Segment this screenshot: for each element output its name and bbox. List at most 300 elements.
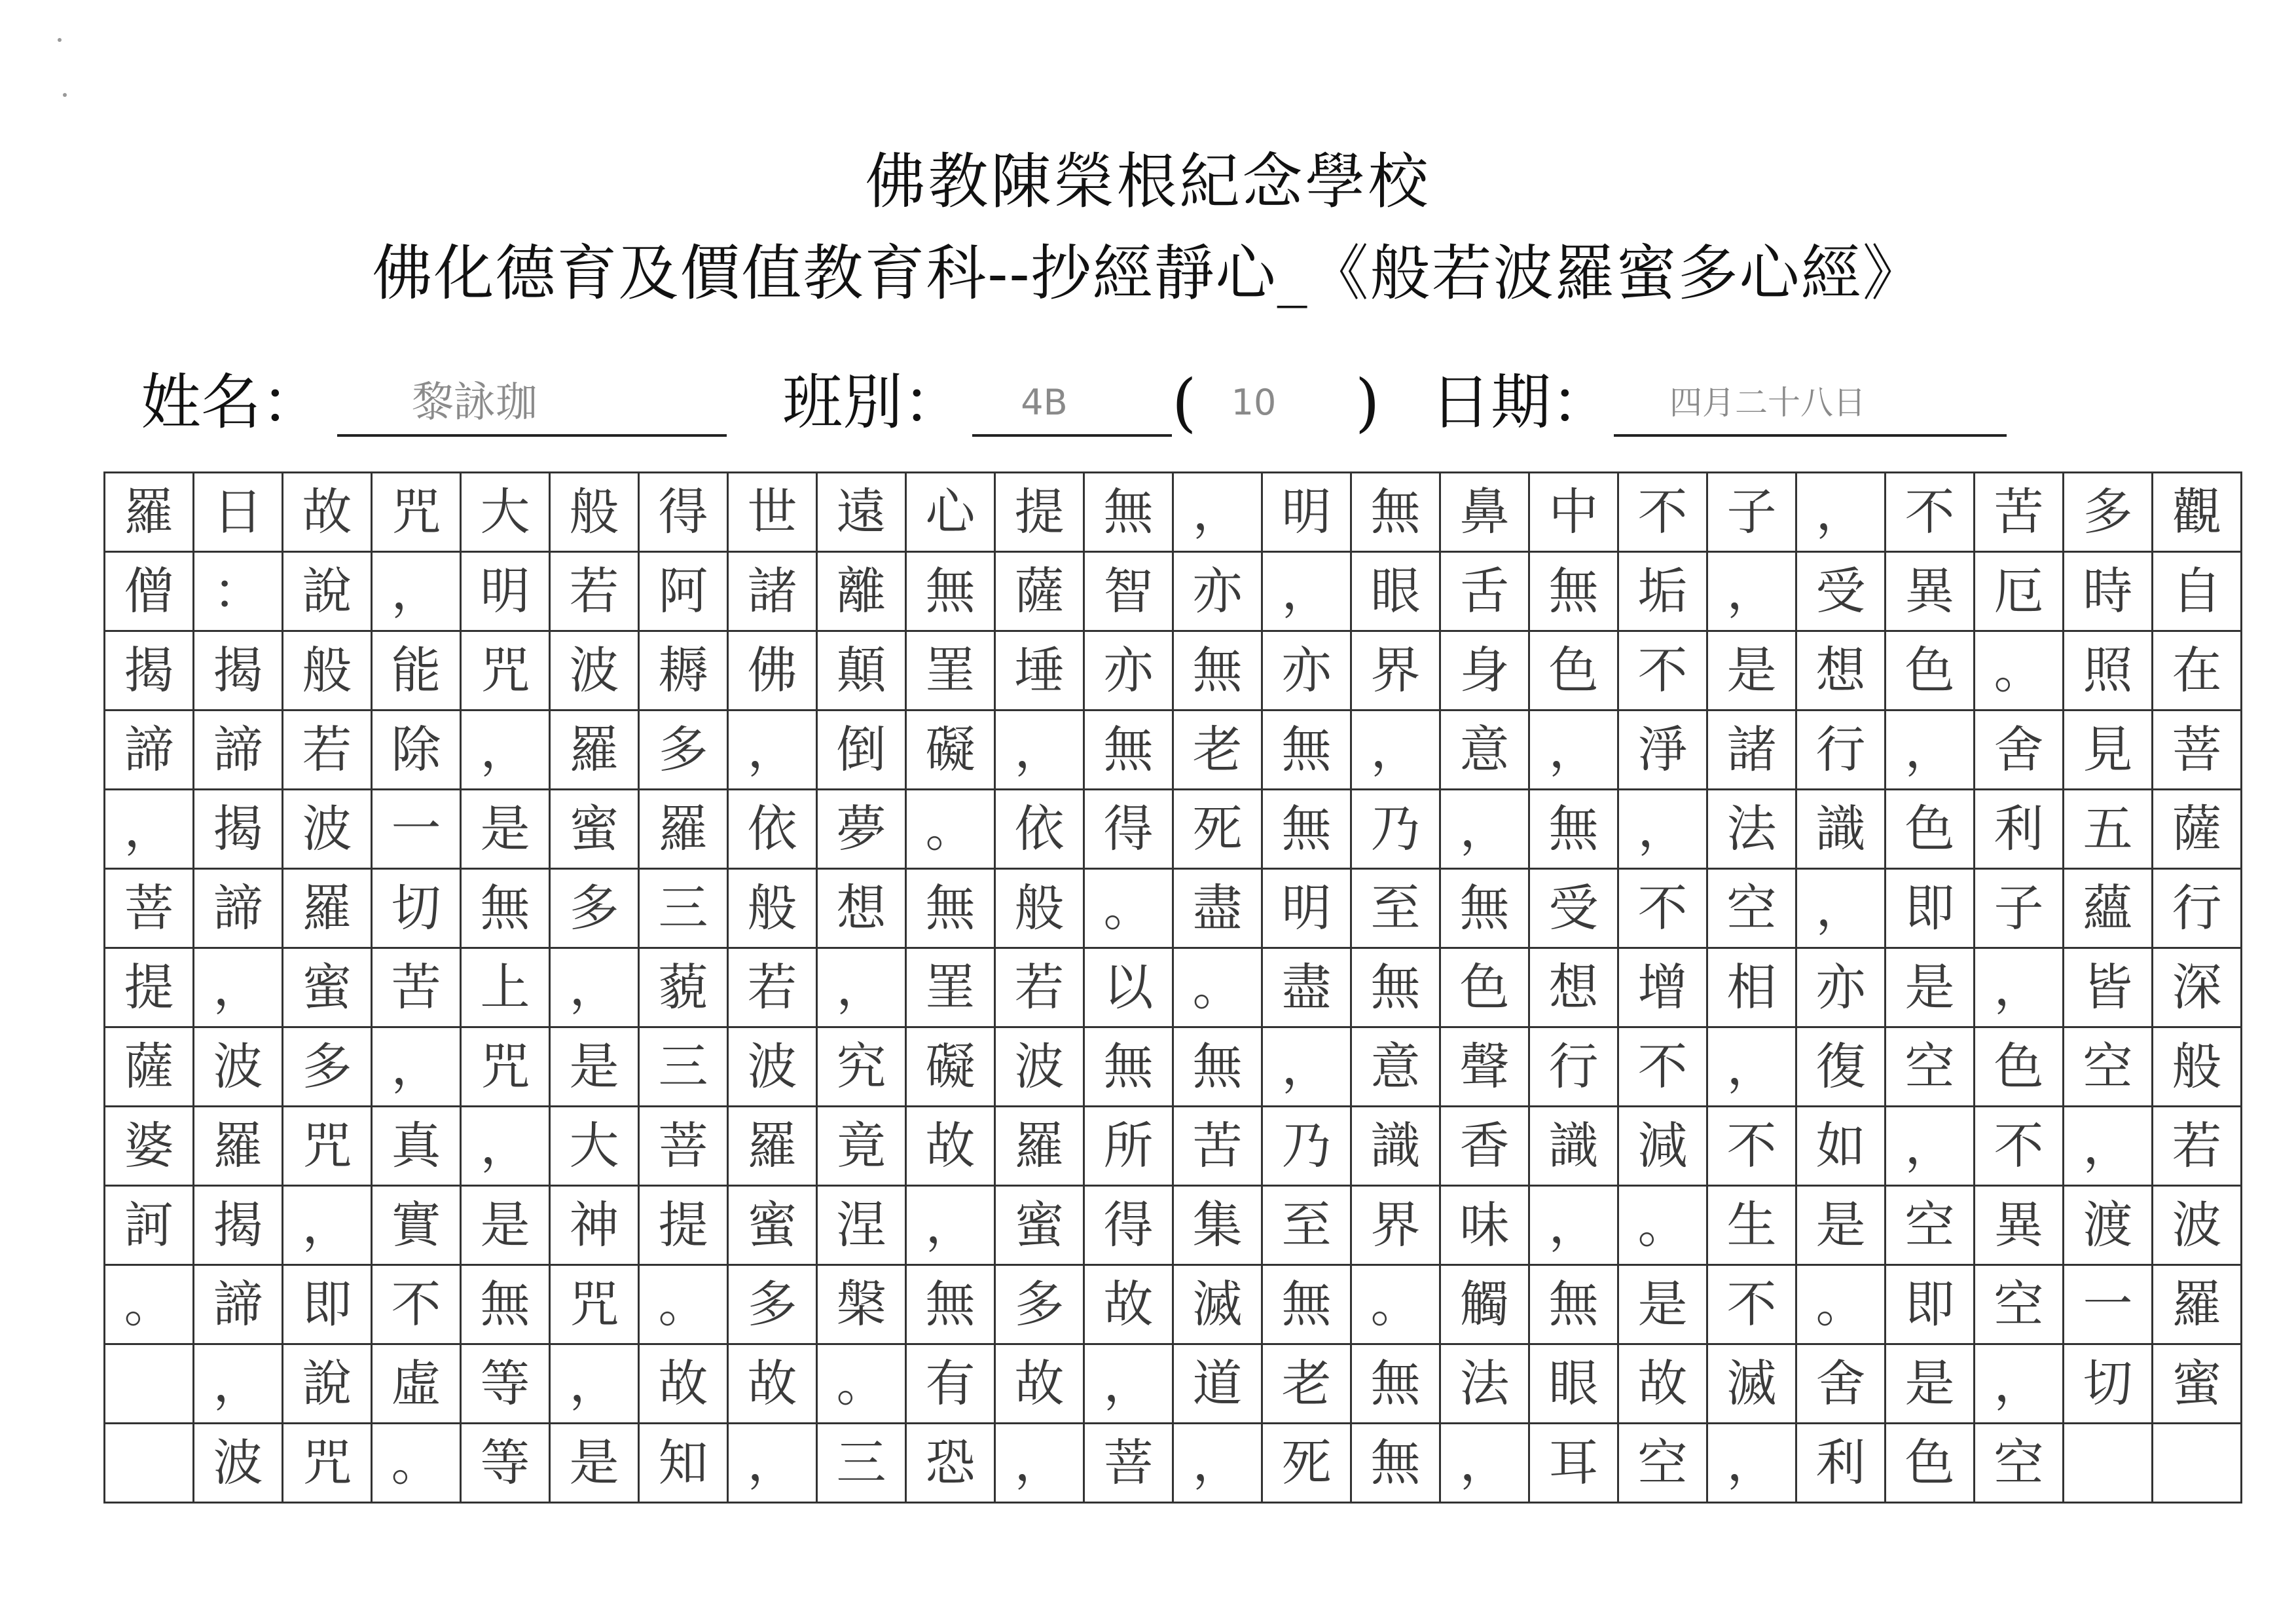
grid-cell[interactable]: ， xyxy=(906,1186,995,1265)
grid-cell[interactable]: 行 xyxy=(2153,869,2242,948)
grid-cell[interactable]: ， xyxy=(372,1027,461,1107)
grid-cell[interactable]: 蘊 xyxy=(2064,869,2153,948)
grid-cell[interactable]: 異 xyxy=(1975,1186,2064,1265)
grid-cell[interactable]: 遠 xyxy=(817,473,906,552)
date-field[interactable]: 四月二十八日 xyxy=(1669,384,1866,422)
grid-cell[interactable]: 夢 xyxy=(817,790,906,869)
grid-cell[interactable]: 是 xyxy=(550,1027,639,1107)
grid-cell[interactable]: 三 xyxy=(639,869,728,948)
grid-cell[interactable]: 咒 xyxy=(550,1265,639,1344)
grid-cell[interactable]: 識 xyxy=(1796,790,1886,869)
grid-cell[interactable]: 不 xyxy=(1707,1107,1796,1186)
grid-cell[interactable]: 罣 xyxy=(906,631,995,710)
grid-cell[interactable]: 無 xyxy=(461,869,550,948)
grid-cell[interactable]: 訶 xyxy=(105,1186,194,1265)
grid-cell[interactable]: 是 xyxy=(461,790,550,869)
grid-cell[interactable]: 得 xyxy=(639,473,728,552)
grid-cell[interactable]: 虛 xyxy=(372,1344,461,1424)
grid-cell[interactable]: 藐 xyxy=(639,948,728,1027)
grid-cell[interactable]: 菩 xyxy=(2153,710,2242,790)
grid-cell[interactable]: 無 xyxy=(1529,1265,1618,1344)
grid-cell[interactable]: 一 xyxy=(2064,1265,2153,1344)
grid-cell[interactable]: 有 xyxy=(906,1344,995,1424)
grid-cell[interactable]: ， xyxy=(995,1424,1084,1503)
grid-cell[interactable]: 依 xyxy=(728,790,817,869)
grid-cell[interactable]: 行 xyxy=(1796,710,1886,790)
grid-cell[interactable]: 所 xyxy=(1084,1107,1173,1186)
grid-cell[interactable]: 羅 xyxy=(639,790,728,869)
grid-cell[interactable]: 不 xyxy=(1618,473,1707,552)
grid-cell[interactable]: 無 xyxy=(906,552,995,631)
grid-cell[interactable]: 除 xyxy=(372,710,461,790)
grid-cell[interactable]: 觀 xyxy=(2153,473,2242,552)
grid-cell[interactable]: 無 xyxy=(1084,473,1173,552)
grid-cell[interactable]: 亦 xyxy=(1796,948,1886,1027)
grid-cell[interactable]: 蜜 xyxy=(728,1186,817,1265)
grid-cell[interactable]: ， xyxy=(1173,473,1262,552)
grid-cell[interactable]: 切 xyxy=(2064,1344,2153,1424)
grid-cell[interactable]: 受 xyxy=(1796,552,1886,631)
grid-cell[interactable]: 智 xyxy=(1084,552,1173,631)
grid-cell[interactable]: ， xyxy=(194,1344,283,1424)
grid-cell[interactable]: 身 xyxy=(1440,631,1529,710)
grid-cell[interactable]: ， xyxy=(1707,552,1796,631)
grid-cell[interactable]: 涅 xyxy=(817,1186,906,1265)
grid-cell[interactable]: 不 xyxy=(1618,1027,1707,1107)
grid-cell[interactable]: ， xyxy=(1262,552,1351,631)
grid-cell[interactable]: 想 xyxy=(1796,631,1886,710)
grid-cell[interactable]: 是 xyxy=(1618,1265,1707,1344)
grid-cell[interactable]: 滅 xyxy=(1173,1265,1262,1344)
grid-cell[interactable]: 佛 xyxy=(728,631,817,710)
grid-cell[interactable]: 無 xyxy=(1173,631,1262,710)
grid-cell[interactable]: 切 xyxy=(372,869,461,948)
grid-cell[interactable]: 空 xyxy=(1975,1265,2064,1344)
grid-cell[interactable]: 不 xyxy=(1975,1107,2064,1186)
grid-cell[interactable]: 法 xyxy=(1707,790,1796,869)
grid-cell[interactable]: 諸 xyxy=(1707,710,1796,790)
class-field[interactable]: 4B xyxy=(1021,382,1068,423)
grid-cell[interactable]: 老 xyxy=(1173,710,1262,790)
grid-cell[interactable]: 羅 xyxy=(283,869,372,948)
grid-cell[interactable]: 。 xyxy=(906,790,995,869)
grid-cell[interactable]: 菩 xyxy=(105,869,194,948)
grid-cell[interactable]: 婆 xyxy=(105,1107,194,1186)
grid-cell[interactable]: ， xyxy=(105,790,194,869)
grid-cell[interactable]: 。 xyxy=(817,1344,906,1424)
grid-cell[interactable]: 舍 xyxy=(1796,1344,1886,1424)
grid-cell[interactable]: 若 xyxy=(550,552,639,631)
grid-cell[interactable]: 。 xyxy=(1173,948,1262,1027)
grid-cell[interactable]: ， xyxy=(728,710,817,790)
grid-cell[interactable]: 故 xyxy=(995,1344,1084,1424)
grid-cell[interactable]: 阿 xyxy=(639,552,728,631)
grid-cell[interactable]: 般 xyxy=(995,869,1084,948)
grid-cell[interactable]: 苦 xyxy=(1173,1107,1262,1186)
grid-cell[interactable]: ， xyxy=(2064,1107,2153,1186)
grid-cell[interactable]: 照 xyxy=(2064,631,2153,710)
grid-cell[interactable]: 增 xyxy=(1618,948,1707,1027)
grid-cell[interactable]: 行 xyxy=(1529,1027,1618,1107)
grid-cell[interactable]: 即 xyxy=(283,1265,372,1344)
grid-cell[interactable]: 若 xyxy=(995,948,1084,1027)
grid-cell[interactable]: 故 xyxy=(283,473,372,552)
grid-cell[interactable]: 死 xyxy=(1173,790,1262,869)
grid-cell[interactable]: 盡 xyxy=(1262,948,1351,1027)
grid-cell[interactable]: 波 xyxy=(194,1027,283,1107)
grid-cell[interactable]: 意 xyxy=(1440,710,1529,790)
grid-cell[interactable]: 相 xyxy=(1707,948,1796,1027)
grid-cell[interactable]: 若 xyxy=(283,710,372,790)
grid-cell[interactable]: 無 xyxy=(1262,790,1351,869)
grid-cell[interactable]: 故 xyxy=(639,1344,728,1424)
grid-cell[interactable]: 子 xyxy=(1707,473,1796,552)
grid-cell[interactable]: 提 xyxy=(105,948,194,1027)
grid-cell[interactable]: 三 xyxy=(817,1424,906,1503)
grid-cell[interactable]: 倒 xyxy=(817,710,906,790)
grid-cell[interactable]: 多 xyxy=(283,1027,372,1107)
grid-cell[interactable]: ， xyxy=(1796,473,1886,552)
grid-cell[interactable]: 揭 xyxy=(194,631,283,710)
grid-cell[interactable]: 般 xyxy=(728,869,817,948)
grid-cell[interactable]: ， xyxy=(283,1186,372,1265)
grid-cell[interactable]: 色 xyxy=(1886,631,1975,710)
grid-cell[interactable]: 般 xyxy=(2153,1027,2242,1107)
grid-cell[interactable]: 般 xyxy=(283,631,372,710)
grid-cell[interactable]: 故 xyxy=(1084,1265,1173,1344)
grid-cell[interactable]: ， xyxy=(1707,1424,1796,1503)
grid-cell[interactable]: 以 xyxy=(1084,948,1173,1027)
grid-cell[interactable]: 大 xyxy=(550,1107,639,1186)
grid-cell[interactable]: 乃 xyxy=(1351,790,1440,869)
grid-cell[interactable]: 羅 xyxy=(550,710,639,790)
grid-cell[interactable]: 薩 xyxy=(995,552,1084,631)
grid-cell[interactable]: 道 xyxy=(1173,1344,1262,1424)
grid-cell[interactable]: ， xyxy=(1796,869,1886,948)
grid-cell[interactable]: 若 xyxy=(2153,1107,2242,1186)
grid-cell[interactable]: 僧 xyxy=(105,552,194,631)
grid-cell[interactable]: 波 xyxy=(550,631,639,710)
grid-cell[interactable]: ， xyxy=(461,710,550,790)
grid-cell[interactable]: 厄 xyxy=(1975,552,2064,631)
grid-cell[interactable]: 蜜 xyxy=(995,1186,1084,1265)
grid-cell[interactable]: 羅 xyxy=(995,1107,1084,1186)
grid-cell[interactable]: ， xyxy=(1440,1424,1529,1503)
grid-cell[interactable]: 想 xyxy=(1529,948,1618,1027)
grid-cell[interactable]: 菩 xyxy=(1084,1424,1173,1503)
grid-cell[interactable]: 波 xyxy=(2153,1186,2242,1265)
grid-cell[interactable]: 觸 xyxy=(1440,1265,1529,1344)
grid-cell[interactable]: ， xyxy=(1707,1027,1796,1107)
grid-cell[interactable]: ， xyxy=(194,948,283,1027)
grid-cell[interactable]: 故 xyxy=(1618,1344,1707,1424)
grid-cell[interactable]: 。 xyxy=(639,1265,728,1344)
grid-cell[interactable]: 滅 xyxy=(1707,1344,1796,1424)
grid-cell[interactable]: 苦 xyxy=(372,948,461,1027)
grid-cell[interactable]: 香 xyxy=(1440,1107,1529,1186)
grid-cell[interactable]: 復 xyxy=(1796,1027,1886,1107)
grid-cell[interactable]: 集 xyxy=(1173,1186,1262,1265)
grid-cell[interactable]: 無 xyxy=(1529,552,1618,631)
grid-cell[interactable]: ， xyxy=(1351,710,1440,790)
grid-cell[interactable]: ， xyxy=(995,710,1084,790)
grid-cell[interactable]: 。 xyxy=(1084,869,1173,948)
grid-cell[interactable]: 生 xyxy=(1707,1186,1796,1265)
grid-cell[interactable]: 蜜 xyxy=(550,790,639,869)
grid-cell[interactable]: 般 xyxy=(550,473,639,552)
grid-cell[interactable]: 色 xyxy=(1440,948,1529,1027)
grid-cell[interactable]: 聲 xyxy=(1440,1027,1529,1107)
grid-cell[interactable]: 即 xyxy=(1886,1265,1975,1344)
grid-cell[interactable]: 眼 xyxy=(1529,1344,1618,1424)
grid-cell[interactable]: 槃 xyxy=(817,1265,906,1344)
grid-cell[interactable]: 空 xyxy=(2064,1027,2153,1107)
grid-cell[interactable]: 淨 xyxy=(1618,710,1707,790)
grid-cell[interactable]: 礙 xyxy=(906,710,995,790)
grid-cell[interactable]: 利 xyxy=(1796,1424,1886,1503)
grid-cell[interactable]: ， xyxy=(1529,1186,1618,1265)
grid-cell[interactable]: 揭 xyxy=(194,1186,283,1265)
class-number-field[interactable]: 10 xyxy=(1231,382,1277,423)
grid-cell[interactable]: 無 xyxy=(1084,710,1173,790)
grid-cell[interactable]: 想 xyxy=(817,869,906,948)
grid-cell[interactable]: 意 xyxy=(1351,1027,1440,1107)
grid-cell[interactable]: 時 xyxy=(2064,552,2153,631)
grid-cell[interactable]: 等 xyxy=(461,1344,550,1424)
grid-cell[interactable]: 神 xyxy=(550,1186,639,1265)
grid-cell[interactable]: 得 xyxy=(1084,1186,1173,1265)
grid-cell[interactable]: 是 xyxy=(1886,1344,1975,1424)
grid-cell[interactable]: 咒 xyxy=(283,1107,372,1186)
grid-cell[interactable]: 識 xyxy=(1351,1107,1440,1186)
grid-cell[interactable]: 亦 xyxy=(1173,552,1262,631)
grid-cell[interactable]: 界 xyxy=(1351,1186,1440,1265)
grid-cell[interactable]: 竟 xyxy=(817,1107,906,1186)
grid-cell[interactable]: 空 xyxy=(1618,1424,1707,1503)
grid-cell[interactable]: 。 xyxy=(372,1424,461,1503)
grid-cell[interactable]: 不 xyxy=(1618,631,1707,710)
grid-cell[interactable]: 色 xyxy=(1886,790,1975,869)
grid-cell[interactable]: 利 xyxy=(1975,790,2064,869)
grid-cell[interactable]: 明 xyxy=(1262,473,1351,552)
grid-cell[interactable]: 色 xyxy=(1886,1424,1975,1503)
grid-cell[interactable]: 世 xyxy=(728,473,817,552)
grid-cell[interactable]: 揭 xyxy=(194,790,283,869)
grid-cell[interactable] xyxy=(105,1344,194,1424)
grid-cell[interactable]: 咒 xyxy=(372,473,461,552)
grid-cell[interactable]: 無 xyxy=(1529,790,1618,869)
grid-cell[interactable]: 咒 xyxy=(461,1027,550,1107)
grid-cell[interactable]: 子 xyxy=(1975,869,2064,948)
grid-cell[interactable]: 。 xyxy=(1618,1186,1707,1265)
grid-cell[interactable]: 空 xyxy=(1886,1027,1975,1107)
grid-cell[interactable]: 大 xyxy=(461,473,550,552)
grid-cell[interactable]: 無 xyxy=(1440,869,1529,948)
grid-cell[interactable]: 依 xyxy=(995,790,1084,869)
grid-cell[interactable]: 明 xyxy=(461,552,550,631)
grid-cell[interactable]: 若 xyxy=(728,948,817,1027)
grid-cell[interactable]: 鼻 xyxy=(1440,473,1529,552)
grid-cell[interactable]: 上 xyxy=(461,948,550,1027)
grid-cell[interactable]: 故 xyxy=(728,1344,817,1424)
grid-cell[interactable]: ， xyxy=(1529,710,1618,790)
grid-cell[interactable]: 皆 xyxy=(2064,948,2153,1027)
grid-cell[interactable]: 真 xyxy=(372,1107,461,1186)
grid-cell[interactable]: 耨 xyxy=(639,631,728,710)
grid-cell[interactable]: 不 xyxy=(1707,1265,1796,1344)
grid-cell[interactable]: 罣 xyxy=(906,948,995,1027)
grid-cell[interactable]: 老 xyxy=(1262,1344,1351,1424)
grid-cell[interactable]: ， xyxy=(1886,710,1975,790)
grid-cell[interactable]: 諦 xyxy=(194,710,283,790)
grid-cell[interactable]: 受 xyxy=(1529,869,1618,948)
grid-cell[interactable]: 無 xyxy=(1351,473,1440,552)
grid-cell[interactable]: ， xyxy=(1084,1344,1173,1424)
grid-cell[interactable]: 心 xyxy=(906,473,995,552)
grid-cell[interactable]: 苦 xyxy=(1975,473,2064,552)
grid-cell[interactable]: 咒 xyxy=(283,1424,372,1503)
grid-cell[interactable]: 多 xyxy=(728,1265,817,1344)
grid-cell[interactable]: 諦 xyxy=(105,710,194,790)
grid-cell[interactable]: 法 xyxy=(1440,1344,1529,1424)
grid-cell[interactable]: 波 xyxy=(283,790,372,869)
grid-cell[interactable]: 無 xyxy=(1262,1265,1351,1344)
grid-cell[interactable]: 菩 xyxy=(639,1107,728,1186)
grid-cell[interactable]: 日 xyxy=(194,473,283,552)
grid-cell[interactable]: 無 xyxy=(1351,948,1440,1027)
grid-cell[interactable]: 深 xyxy=(2153,948,2242,1027)
grid-cell[interactable] xyxy=(2153,1424,2242,1503)
grid-cell[interactable]: 無 xyxy=(906,1265,995,1344)
grid-cell[interactable]: 波 xyxy=(995,1027,1084,1107)
grid-cell[interactable]: 波 xyxy=(728,1027,817,1107)
grid-cell[interactable]: 波 xyxy=(194,1424,283,1503)
grid-cell[interactable]: 多 xyxy=(2064,473,2153,552)
grid-cell[interactable]: 說 xyxy=(283,552,372,631)
grid-cell[interactable]: 多 xyxy=(995,1265,1084,1344)
grid-cell[interactable]: 埵 xyxy=(995,631,1084,710)
grid-cell[interactable]: 是 xyxy=(1707,631,1796,710)
grid-cell[interactable]: 至 xyxy=(1351,869,1440,948)
grid-cell[interactable]: 耳 xyxy=(1529,1424,1618,1503)
grid-cell[interactable]: 味 xyxy=(1440,1186,1529,1265)
grid-cell[interactable]: 是 xyxy=(461,1186,550,1265)
grid-cell[interactable]: 盡 xyxy=(1173,869,1262,948)
grid-cell[interactable]: 諦 xyxy=(194,1265,283,1344)
grid-cell[interactable]: 不 xyxy=(1618,869,1707,948)
grid-cell[interactable]: 羅 xyxy=(2153,1265,2242,1344)
grid-cell[interactable] xyxy=(105,1424,194,1503)
grid-cell[interactable]: 薩 xyxy=(105,1027,194,1107)
grid-cell[interactable]: 中 xyxy=(1529,473,1618,552)
grid-cell[interactable]: 不 xyxy=(1886,473,1975,552)
grid-cell[interactable]: 無 xyxy=(461,1265,550,1344)
grid-cell[interactable]: 多 xyxy=(550,869,639,948)
grid-cell[interactable]: 說 xyxy=(283,1344,372,1424)
grid-cell[interactable]: 異 xyxy=(1886,552,1975,631)
grid-cell[interactable]: 是 xyxy=(1886,948,1975,1027)
grid-cell[interactable]: 自 xyxy=(2153,552,2242,631)
grid-cell[interactable]: ， xyxy=(550,948,639,1027)
grid-cell[interactable]: ， xyxy=(1262,1027,1351,1107)
grid-cell[interactable]: 羅 xyxy=(105,473,194,552)
grid-cell[interactable]: 舍 xyxy=(1975,710,2064,790)
grid-cell[interactable]: 。 xyxy=(105,1265,194,1344)
grid-cell[interactable]: 無 xyxy=(1173,1027,1262,1107)
grid-cell[interactable]: ： xyxy=(194,552,283,631)
grid-cell[interactable]: 能 xyxy=(372,631,461,710)
grid-cell[interactable]: 垢 xyxy=(1618,552,1707,631)
grid-cell[interactable]: 如 xyxy=(1796,1107,1886,1186)
grid-cell[interactable]: 無 xyxy=(1262,710,1351,790)
grid-cell[interactable]: 舌 xyxy=(1440,552,1529,631)
grid-cell[interactable]: 。 xyxy=(1796,1265,1886,1344)
grid-cell[interactable]: 三 xyxy=(639,1027,728,1107)
grid-cell[interactable]: ， xyxy=(1440,790,1529,869)
grid-cell[interactable]: 空 xyxy=(1975,1424,2064,1503)
grid-cell[interactable]: 乃 xyxy=(1262,1107,1351,1186)
grid-cell[interactable]: 色 xyxy=(1529,631,1618,710)
grid-cell[interactable]: 至 xyxy=(1262,1186,1351,1265)
grid-cell[interactable]: 羅 xyxy=(194,1107,283,1186)
grid-cell[interactable]: 。 xyxy=(1975,631,2064,710)
grid-cell[interactable]: 等 xyxy=(461,1424,550,1503)
grid-cell[interactable]: 是 xyxy=(550,1424,639,1503)
grid-cell[interactable]: 眼 xyxy=(1351,552,1440,631)
grid-cell[interactable]: 知 xyxy=(639,1424,728,1503)
grid-cell[interactable]: 一 xyxy=(372,790,461,869)
grid-cell[interactable]: 揭 xyxy=(105,631,194,710)
grid-cell[interactable]: 。 xyxy=(1351,1265,1440,1344)
grid-cell[interactable]: 空 xyxy=(1886,1186,1975,1265)
grid-cell[interactable]: 無 xyxy=(906,869,995,948)
grid-cell[interactable]: 渡 xyxy=(2064,1186,2153,1265)
grid-cell[interactable]: 離 xyxy=(817,552,906,631)
grid-cell[interactable]: 無 xyxy=(1084,1027,1173,1107)
grid-cell[interactable]: 是 xyxy=(1796,1186,1886,1265)
grid-cell[interactable] xyxy=(2064,1424,2153,1503)
grid-cell[interactable]: 在 xyxy=(2153,631,2242,710)
grid-cell[interactable]: 故 xyxy=(906,1107,995,1186)
grid-cell[interactable]: ， xyxy=(728,1424,817,1503)
grid-cell[interactable]: 羅 xyxy=(728,1107,817,1186)
grid-cell[interactable]: 無 xyxy=(1351,1424,1440,1503)
grid-cell[interactable]: 恐 xyxy=(906,1424,995,1503)
grid-cell[interactable]: 多 xyxy=(639,710,728,790)
grid-cell[interactable]: 顛 xyxy=(817,631,906,710)
grid-cell[interactable]: 五 xyxy=(2064,790,2153,869)
grid-cell[interactable]: 減 xyxy=(1618,1107,1707,1186)
grid-cell[interactable]: 實 xyxy=(372,1186,461,1265)
grid-cell[interactable]: 得 xyxy=(1084,790,1173,869)
grid-cell[interactable]: 死 xyxy=(1262,1424,1351,1503)
name-field[interactable]: 黎詠珈 xyxy=(412,378,538,427)
grid-cell[interactable]: ， xyxy=(550,1344,639,1424)
grid-cell[interactable]: ， xyxy=(1886,1107,1975,1186)
grid-cell[interactable]: 無 xyxy=(1351,1344,1440,1424)
grid-cell[interactable]: 見 xyxy=(2064,710,2153,790)
grid-cell[interactable]: 亦 xyxy=(1084,631,1173,710)
grid-cell[interactable]: ， xyxy=(1618,790,1707,869)
grid-cell[interactable]: 咒 xyxy=(461,631,550,710)
grid-cell[interactable]: 究 xyxy=(817,1027,906,1107)
grid-cell[interactable]: ， xyxy=(817,948,906,1027)
grid-cell[interactable]: 礙 xyxy=(906,1027,995,1107)
grid-cell[interactable]: 識 xyxy=(1529,1107,1618,1186)
grid-cell[interactable]: 不 xyxy=(372,1265,461,1344)
grid-cell[interactable]: ， xyxy=(461,1107,550,1186)
grid-cell[interactable]: ， xyxy=(1173,1424,1262,1503)
